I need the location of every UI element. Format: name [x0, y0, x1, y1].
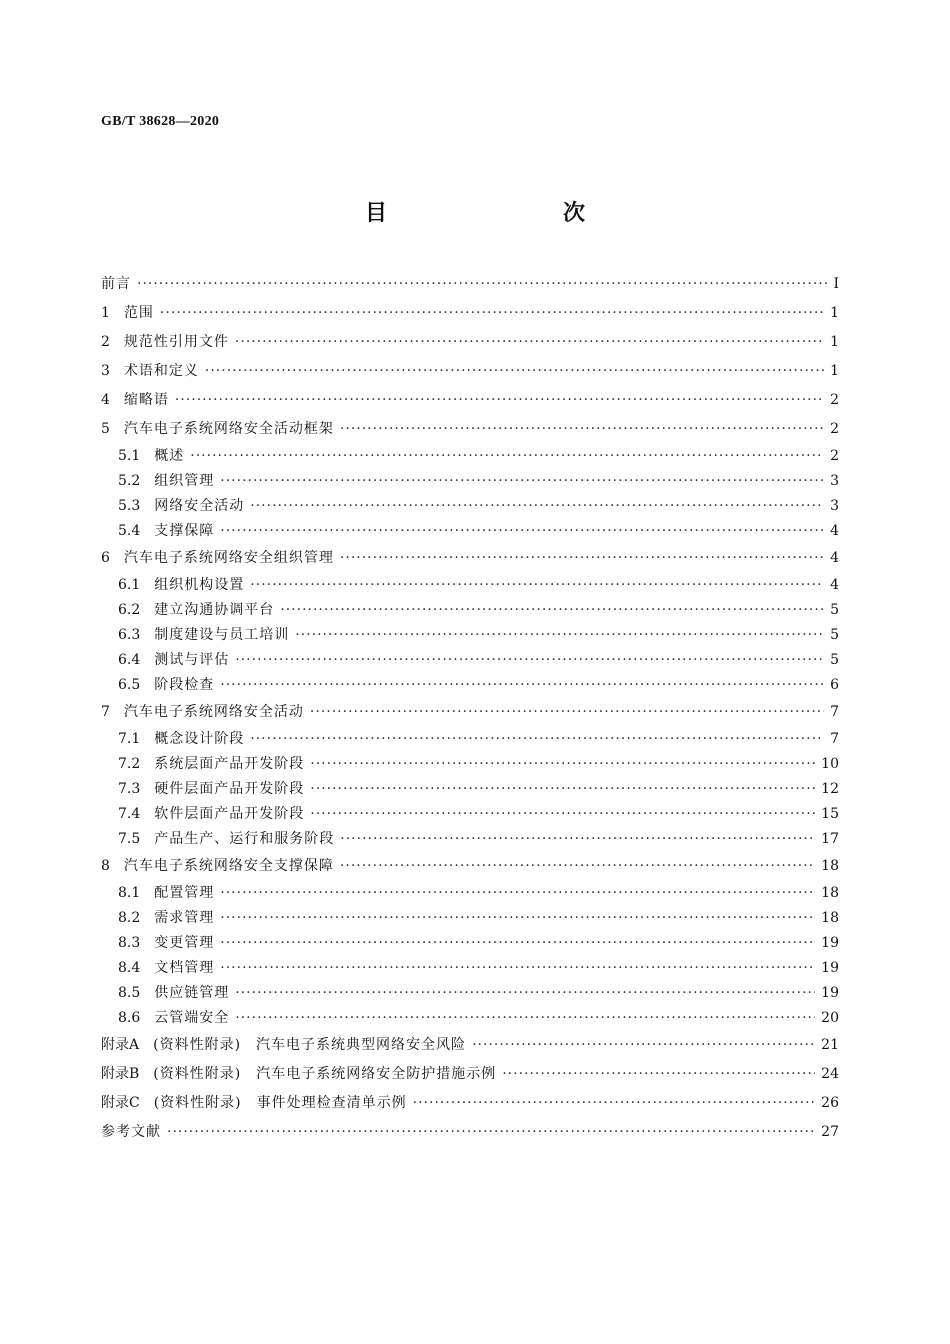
toc-entry-label: 硬件层面产品开发阶段: [154, 781, 305, 797]
toc-dot-leader: [340, 544, 824, 573]
toc-entry-number: 8.5: [118, 985, 141, 1001]
toc-entry[interactable]: [101, 1118, 839, 1147]
toc-entry-label: 变更管理: [154, 935, 215, 951]
toc-dot-leader: [235, 648, 824, 673]
toc-dot-leader: [137, 270, 827, 299]
toc-entry-label: 术语和定义: [123, 363, 199, 379]
toc-entry-number: 附录B: [101, 1066, 140, 1082]
toc-entry-page: 12: [821, 781, 839, 797]
toc-entry[interactable]: [101, 931, 839, 956]
toc-entry-label: 汽车电子系统网络安全活动框架: [123, 421, 334, 437]
toc-dot-leader: [310, 802, 815, 827]
toc-entry-page: 18: [821, 910, 839, 926]
toc-entry-label: 规范性引用文件: [123, 334, 229, 350]
toc-entry-number: 3: [101, 363, 110, 379]
toc-dot-leader: [160, 299, 824, 328]
toc-entry[interactable]: [101, 698, 839, 727]
toc-entry[interactable]: [101, 386, 839, 415]
toc-entry-number: 8.3: [118, 935, 141, 951]
toc-entry[interactable]: [101, 357, 839, 386]
toc-entry-page: 4: [830, 577, 839, 593]
toc-dot-leader: [220, 519, 824, 544]
toc-dot-leader: [220, 881, 815, 906]
toc-dot-leader: [220, 931, 815, 956]
toc-entry[interactable]: [101, 752, 839, 777]
toc-dot-leader: [235, 328, 824, 357]
toc-dot-leader: [310, 752, 815, 777]
toc-entry-page: 18: [821, 858, 839, 874]
toc-entry-label: 配置管理: [154, 885, 215, 901]
toc-entry[interactable]: [101, 777, 839, 802]
document-code: GB/T 38628—2020: [101, 114, 220, 129]
toc-entry-number: 5.2: [118, 473, 141, 489]
toc-entry[interactable]: [101, 494, 839, 519]
toc-entry-label: 范围: [123, 305, 154, 321]
toc-entry-label: 支撑保障: [154, 523, 215, 539]
toc-entry-number: 7.1: [118, 731, 141, 747]
toc-entry[interactable]: [101, 573, 839, 598]
toc-entry-page: 7: [830, 704, 839, 720]
toc-entry-label: 云管端安全: [154, 1010, 230, 1026]
toc-entry-page: 27: [821, 1124, 839, 1140]
toc-entry-number: 5.3: [118, 498, 141, 514]
toc-dot-leader: [175, 386, 824, 415]
toc-entry-number: 2: [101, 334, 110, 350]
toc-entry[interactable]: [101, 299, 839, 328]
toc-dot-leader: [472, 1031, 815, 1060]
toc-entry-page: 24: [821, 1066, 839, 1082]
toc-entry[interactable]: [101, 270, 839, 299]
toc-entry-number: 5.1: [118, 448, 141, 464]
toc-entry-number: 8.6: [118, 1010, 141, 1026]
toc-entry-label: 阶段检查: [154, 677, 215, 693]
toc-entry-number: 6.2: [118, 602, 141, 618]
toc-entry-number: 5.4: [118, 523, 141, 539]
toc-entry-page: 17: [821, 831, 839, 847]
toc-entry-label: (资料性附录) 事件处理检查清单示例: [153, 1095, 407, 1111]
toc-entry[interactable]: [101, 881, 839, 906]
toc-entry-label: 供应链管理: [154, 985, 230, 1001]
toc-dot-leader: [310, 777, 815, 802]
toc-dot-leader: [340, 827, 815, 852]
toc-entry-page: 19: [821, 985, 839, 1001]
toc-entry-label: 组织机构设置: [154, 577, 245, 593]
toc-entry-number: 6.1: [118, 577, 141, 593]
toc-dot-leader: [235, 1006, 815, 1031]
toc-entry-label: 软件层面产品开发阶段: [154, 806, 305, 822]
toc-entry[interactable]: [101, 956, 839, 981]
toc-entry[interactable]: [101, 415, 839, 444]
toc-entry-number: 6.4: [118, 652, 141, 668]
toc-entry-number: 6.5: [118, 677, 141, 693]
toc-entry-label: 需求管理: [154, 910, 215, 926]
toc-dot-leader: [310, 698, 824, 727]
page-title: 目 次: [364, 200, 629, 226]
toc-entry-label: 制度建设与员工培训: [154, 627, 290, 643]
toc-entry-label: 概念设计阶段: [154, 731, 245, 747]
toc-entry[interactable]: [101, 852, 839, 881]
toc-entry-page: 2: [830, 392, 839, 408]
toc-entry[interactable]: [101, 598, 839, 623]
toc-entry-number: 7.5: [118, 831, 141, 847]
toc-entry[interactable]: [101, 519, 839, 544]
toc-dot-leader: [220, 673, 824, 698]
toc-entry-page: 5: [830, 627, 839, 643]
toc-entry-page: 5: [830, 652, 839, 668]
toc-entry-number: 1: [101, 305, 110, 321]
toc-dot-leader: [190, 444, 824, 469]
toc-entry-page: 7: [830, 731, 839, 747]
table-of-contents: [101, 270, 839, 1147]
toc-dot-leader: [250, 573, 824, 598]
toc-entry-page: 2: [830, 448, 839, 464]
toc-entry-label: 参考文献: [101, 1124, 161, 1140]
toc-entry-page: 20: [821, 1010, 839, 1026]
toc-entry-page: 5: [830, 602, 839, 618]
toc-entry[interactable]: [101, 1031, 839, 1060]
toc-dot-leader: [340, 852, 815, 881]
toc-entry[interactable]: [101, 328, 839, 357]
toc-entry[interactable]: [101, 444, 839, 469]
toc-entry-page: 10: [821, 756, 839, 772]
toc-entry[interactable]: [101, 1060, 839, 1089]
toc-dot-leader: [167, 1118, 815, 1147]
toc-entry-page: 3: [830, 498, 839, 514]
toc-dot-leader: [235, 981, 815, 1006]
toc-entry-number: 7: [101, 704, 110, 720]
toc-dot-leader: [295, 623, 824, 648]
toc-entry[interactable]: [101, 981, 839, 1006]
toc-entry-label: 前言: [101, 276, 131, 292]
toc-entry[interactable]: [101, 673, 839, 698]
toc-entry-label: 网络安全活动: [154, 498, 245, 514]
toc-entry-number: 7.2: [118, 756, 141, 772]
toc-entry-label: (资料性附录) 汽车电子系统典型网络安全风险: [153, 1037, 467, 1053]
toc-entry-label: 汽车电子系统网络安全组织管理: [123, 550, 334, 566]
toc-dot-leader: [205, 357, 824, 386]
toc-entry[interactable]: [101, 623, 839, 648]
toc-entry-number: 7.3: [118, 781, 141, 797]
toc-entry-page: 15: [821, 806, 839, 822]
toc-entry-number: 8: [101, 858, 110, 874]
toc-entry-page: 2: [830, 421, 839, 437]
toc-entry-page: 19: [821, 960, 839, 976]
toc-entry-number: 6: [101, 550, 110, 566]
toc-entry-label: (资料性附录) 汽车电子系统网络安全防护措施示例: [153, 1066, 497, 1082]
toc-entry-label: 组织管理: [154, 473, 215, 489]
toc-entry-page: 18: [821, 885, 839, 901]
toc-entry[interactable]: [101, 1006, 839, 1031]
toc-entry-number: 4: [101, 392, 110, 408]
toc-entry-label: 建立沟通协调平台: [154, 602, 275, 618]
toc-entry-page: 1: [830, 305, 839, 321]
toc-entry-label: 汽车电子系统网络安全活动: [123, 704, 304, 720]
toc-entry-page: 19: [821, 935, 839, 951]
toc-entry-page: 6: [830, 677, 839, 693]
toc-entry-label: 系统层面产品开发阶段: [154, 756, 305, 772]
toc-entry-number: 附录A: [101, 1037, 140, 1053]
toc-entry-label: 测试与评估: [154, 652, 230, 668]
toc-entry-number: 附录C: [101, 1095, 140, 1111]
toc-entry-number: 5: [101, 421, 110, 437]
toc-entry[interactable]: [101, 1089, 839, 1118]
toc-entry[interactable]: [101, 544, 839, 573]
toc-dot-leader: [250, 494, 824, 519]
toc-entry[interactable]: [101, 827, 839, 852]
toc-dot-leader: [413, 1089, 816, 1118]
toc-entry-page: 1: [830, 363, 839, 379]
toc-entry-page: 21: [821, 1037, 839, 1053]
toc-entry-label: 文档管理: [154, 960, 215, 976]
toc-entry-label: 缩略语: [123, 392, 169, 408]
toc-entry[interactable]: [101, 906, 839, 931]
toc-entry-page: 4: [830, 550, 839, 566]
toc-entry[interactable]: [101, 469, 839, 494]
toc-dot-leader: [340, 415, 824, 444]
toc-entry[interactable]: [101, 727, 839, 752]
toc-entry-page: 1: [830, 334, 839, 350]
toc-entry[interactable]: [101, 648, 839, 673]
toc-entry-page: 3: [830, 473, 839, 489]
toc-dot-leader: [220, 956, 815, 981]
toc-dot-leader: [250, 727, 824, 752]
toc-entry-label: 产品生产、运行和服务阶段: [154, 831, 335, 847]
toc-entry-number: 8.1: [118, 885, 141, 901]
toc-entry-number: 8.4: [118, 960, 141, 976]
toc-entry-page: 26: [821, 1095, 839, 1111]
toc-dot-leader: [220, 469, 824, 494]
toc-dot-leader: [502, 1060, 815, 1089]
toc-entry-page: 4: [830, 523, 839, 539]
toc-dot-leader: [280, 598, 824, 623]
toc-dot-leader: [220, 906, 815, 931]
toc-entry-label: 概述: [154, 448, 185, 464]
toc-entry-number: 7.4: [118, 806, 141, 822]
toc-entry[interactable]: [101, 802, 839, 827]
toc-entry-label: 汽车电子系统网络安全支撑保障: [123, 858, 334, 874]
toc-entry-number: 8.2: [118, 910, 141, 926]
toc-entry-number: 6.3: [118, 627, 141, 643]
toc-entry-page: Ⅰ: [833, 276, 839, 292]
